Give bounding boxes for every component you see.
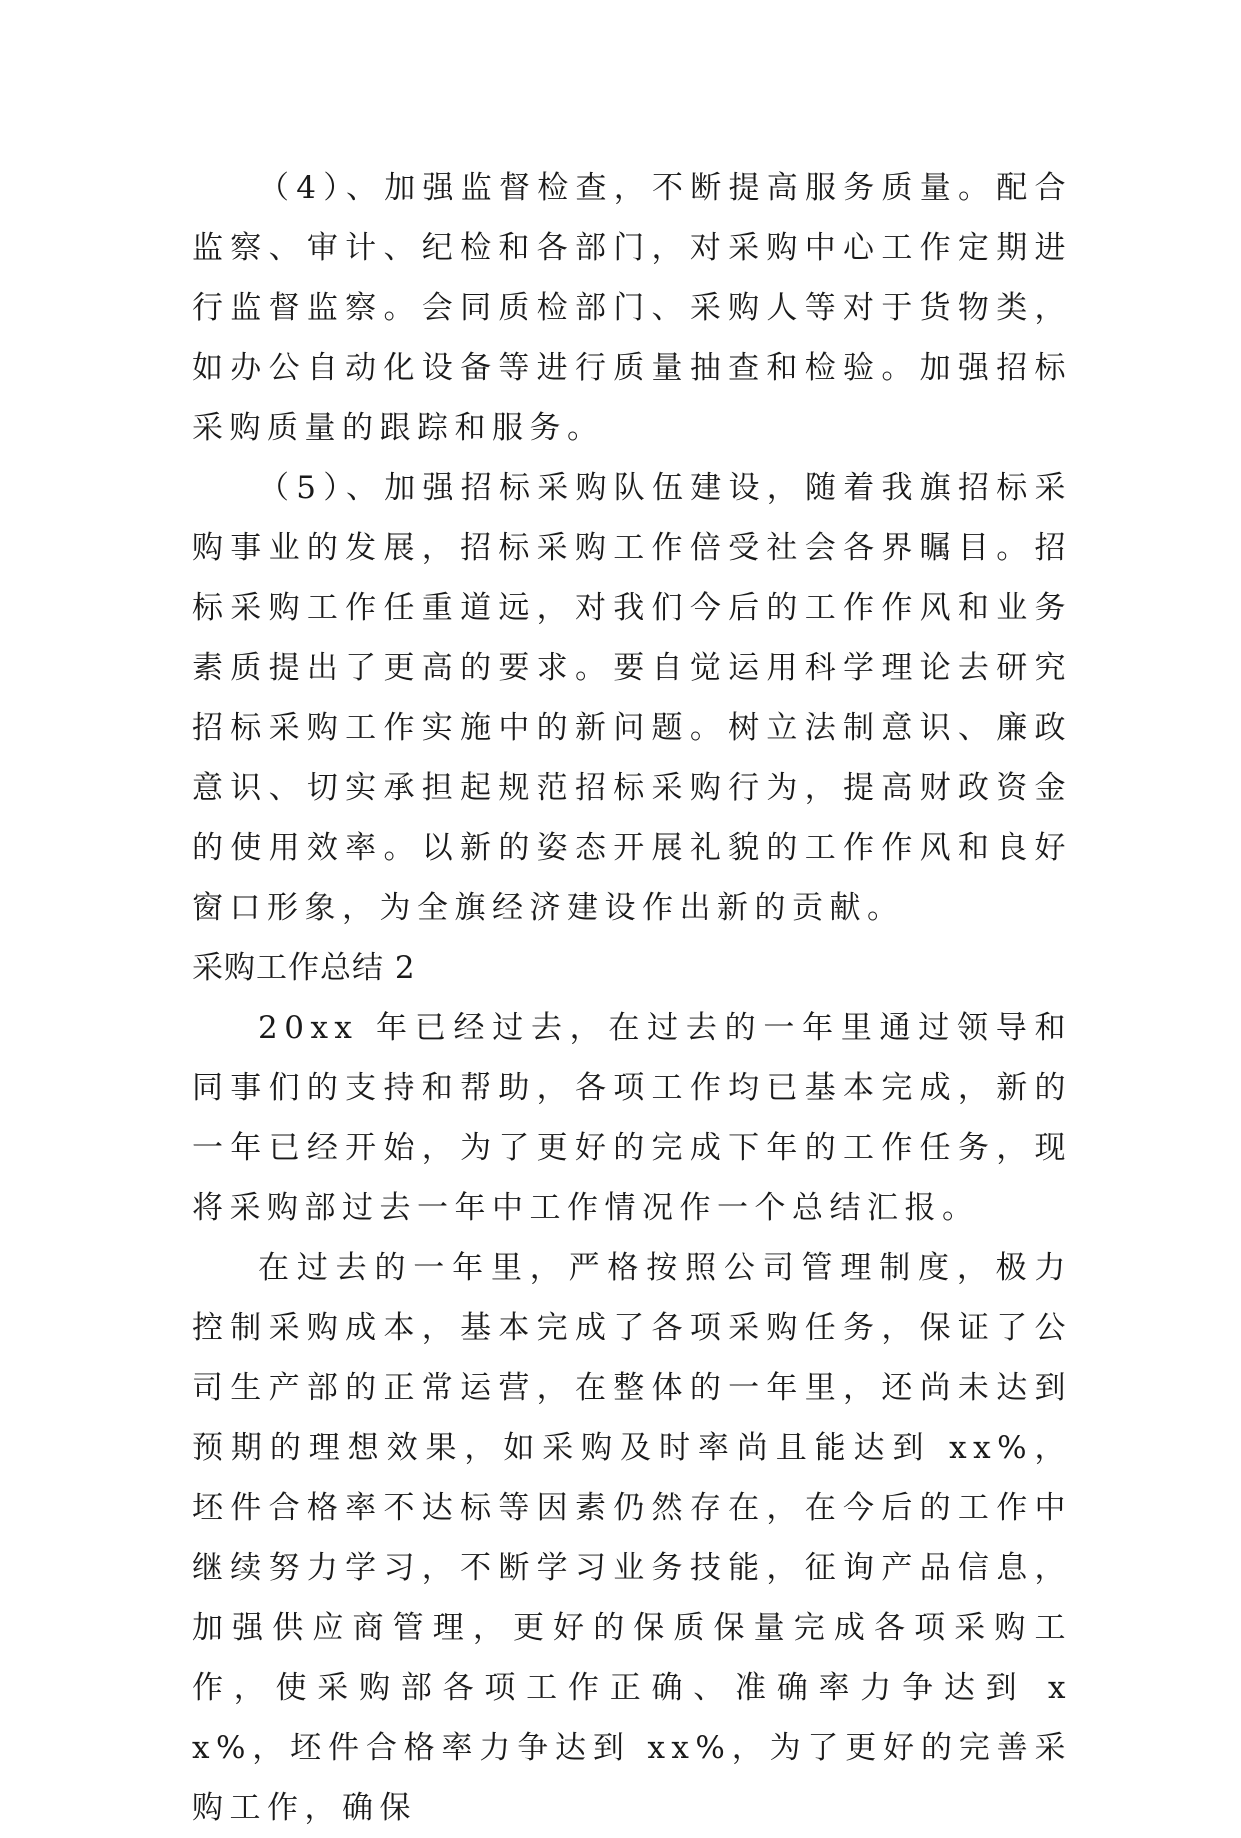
section-heading: 采购工作总结 2 — [192, 950, 416, 986]
paragraph-procurement-work: 在过去的一年里，严格按照公司管理制度，极力控制采购成本，基本完成了各项采购任务，保证了公司生产部的正常运营，在整体的一年里，还尚未达到预期的理想效果，如采购及时率尚且能达到 xx%，坯件合格率不达标等因素仍然存在，在今后的工作中继续努力学习，不断学习业务技能，征询产品信息，加强供应商管理，更好的保质保量完成各项采购工作，使采购部各项工作正确、准确率力争达到 xx%，坯件合格率力争达到 xx%，为了更好的完善采购工作，确保 — [192, 1250, 1072, 1826]
document-body — [192, 158, 1072, 1838]
paragraph-supervision: （4）、加强监督检查，不断提高服务质量。配合监察、审计、纪检和各部门，对采购中心工作定期进行监督监察。会同质检部门、采购人等对于货物类，如办公自动化设备等进行质量抽查和检验。加强招标采购质量的跟踪和服务。 — [192, 170, 1072, 446]
paragraph-team-building: （5）、加强招标采购队伍建设，随着我旗招标采购事业的发展，招标采购工作倍受社会各界瞩目。招标采购工作任重道远，对我们今后的工作作风和业务素质提出了更高的要求。要自觉运用科学理论去研究招标采购工作实施中的新问题。树立法制意识、廉政意识、切实承担起规范招标采购行为，提高财政资金的使用效率。以新的姿态开展礼貌的工作作风和良好窗口形象，为全旗经济建设作出新的贡献。 — [192, 470, 1072, 926]
paragraph-year-review: 20xx 年已经过去，在过去的一年里通过领导和同事们的支持和帮助，各项工作均已基本完成，新的一年已经开始，为了更好的完成下年的工作任务，现将采购部过去一年中工作情况作一个总结汇报。 — [192, 1010, 1072, 1226]
